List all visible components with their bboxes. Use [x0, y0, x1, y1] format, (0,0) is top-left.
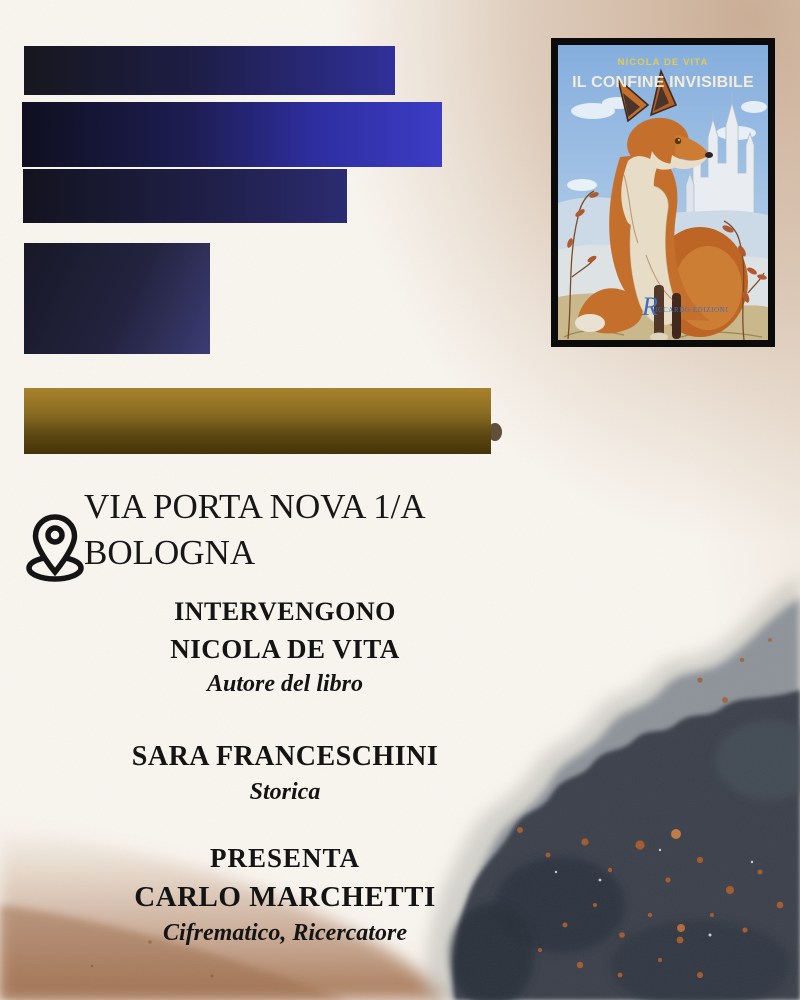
cover-author: NICOLA DE VITA [617, 57, 709, 68]
address-block [84, 489, 426, 570]
book-author-line [23, 169, 347, 223]
location-pin-icon [25, 514, 87, 582]
presents-heading: PRESENTA [209, 843, 361, 873]
book-title [22, 102, 442, 167]
presenter-role: Cifrematico, Ricercatore [163, 920, 407, 946]
venue-name [24, 421, 491, 454]
presenter-name: CARLO MARCHETTI [134, 881, 436, 913]
schedule-block [24, 243, 210, 354]
city: BOLOGNA [84, 533, 256, 572]
speaker-name: NICOLA DE VITA [170, 634, 400, 664]
speaker-name: SARA FRANCESCHINI [131, 741, 439, 772]
publisher-logo-r: R [642, 292, 658, 321]
venue-block [24, 388, 491, 454]
publisher-name: ICCARDO EDIZIONI [655, 307, 729, 314]
street-address: VIA PORTA NOVA 1/A [84, 487, 426, 526]
speaker-role: Storica [249, 779, 321, 805]
book-cover [551, 38, 775, 347]
presentation-kicker [24, 46, 395, 95]
schedule-day [24, 243, 210, 280]
schedule-time [24, 317, 210, 354]
schedule-date [24, 280, 210, 317]
cover-title: IL CONFINE INVISIBILE [572, 74, 754, 91]
speaker-role: Autore del libro [206, 671, 363, 697]
intervene-heading: INTERVENGONO [174, 597, 396, 626]
venue-type [24, 388, 491, 421]
